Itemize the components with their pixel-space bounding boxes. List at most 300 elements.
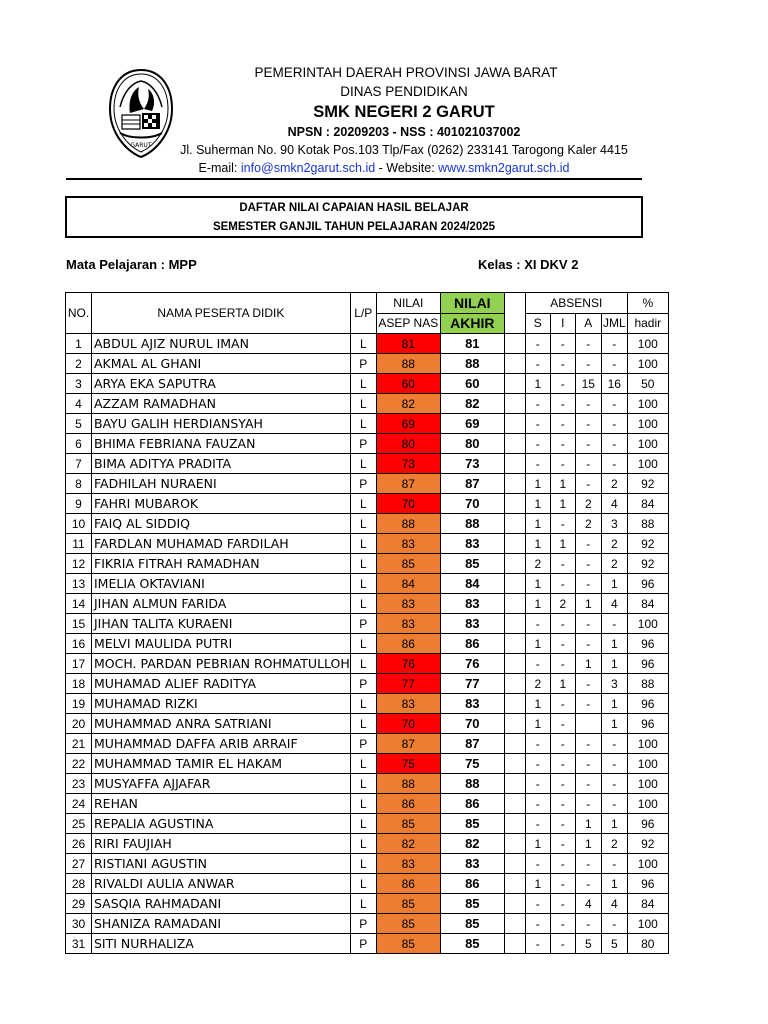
absence-total: - <box>601 794 627 814</box>
student-final-score: 83 <box>440 854 504 874</box>
attendance-percent: 100 <box>627 794 668 814</box>
west-java-logo-icon <box>106 67 176 159</box>
absence-permission: - <box>550 334 575 354</box>
absence-alpha: - <box>575 774 601 794</box>
absence-permission: - <box>550 374 575 394</box>
student-no: 28 <box>66 874 92 894</box>
attendance-percent: 96 <box>627 874 668 894</box>
absence-sick: 1 <box>525 574 550 594</box>
table-row <box>66 654 669 674</box>
student-gender: P <box>350 354 376 374</box>
col-no-header: NO. <box>66 293 92 334</box>
student-asep-nas-score: 83 <box>376 594 440 614</box>
spacer-cell <box>504 594 525 614</box>
student-final-score: 87 <box>440 474 504 494</box>
absence-sick: 1 <box>525 514 550 534</box>
attendance-percent: 100 <box>627 774 668 794</box>
absence-total: - <box>601 914 627 934</box>
email-label: E-mail: <box>198 161 241 175</box>
student-no: 1 <box>66 334 92 354</box>
student-no: 11 <box>66 534 92 554</box>
spacer-cell <box>504 694 525 714</box>
absence-sick: 1 <box>525 534 550 554</box>
absence-total: 4 <box>601 494 627 514</box>
absence-alpha: - <box>575 874 601 894</box>
attendance-percent: 100 <box>627 414 668 434</box>
spacer-cell <box>504 614 525 634</box>
spacer-cell <box>504 394 525 414</box>
student-gender: L <box>350 894 376 914</box>
table-row <box>66 354 669 374</box>
spacer-cell <box>504 654 525 674</box>
student-no: 31 <box>66 934 92 954</box>
student-no: 10 <box>66 514 92 534</box>
attendance-percent: 92 <box>627 474 668 494</box>
student-asep-nas-score: 83 <box>376 854 440 874</box>
student-asep-nas-score: 85 <box>376 934 440 954</box>
table-row <box>66 694 669 714</box>
absence-total: 1 <box>601 814 627 834</box>
student-name: BAYU GALIH HERDIANSYAH <box>92 414 351 434</box>
student-gender: L <box>350 694 376 714</box>
absence-permission: - <box>550 794 575 814</box>
student-no: 2 <box>66 354 92 374</box>
absence-permission: - <box>550 714 575 734</box>
student-asep-nas-score: 69 <box>376 414 440 434</box>
table-row <box>66 534 669 554</box>
attendance-percent: 84 <box>627 494 668 514</box>
subject-label: Mata Pelajaran : MPP <box>66 257 197 272</box>
table-row <box>66 414 669 434</box>
student-name: RISTIANI AGUSTIN <box>92 854 351 874</box>
student-gender: P <box>350 674 376 694</box>
student-asep-nas-score: 84 <box>376 574 440 594</box>
absence-alpha: - <box>575 794 601 814</box>
student-asep-nas-score: 83 <box>376 694 440 714</box>
student-final-score: 70 <box>440 714 504 734</box>
spacer-cell <box>504 754 525 774</box>
attendance-percent: 50 <box>627 374 668 394</box>
absence-sick: - <box>525 734 550 754</box>
student-name: MUHAMMAD DAFFA ARIB ARRAIF <box>92 734 351 754</box>
absence-alpha: - <box>575 614 601 634</box>
student-gender: P <box>350 434 376 454</box>
table-row <box>66 814 669 834</box>
student-name: MUHAMAD RIZKI <box>92 694 351 714</box>
absence-total: 16 <box>601 374 627 394</box>
absence-total: 1 <box>601 634 627 654</box>
table-row <box>66 574 669 594</box>
attendance-percent: 84 <box>627 594 668 614</box>
spacer-cell <box>504 714 525 734</box>
absence-sick: - <box>525 794 550 814</box>
col-i-header: I <box>550 313 575 334</box>
absence-alpha: 4 <box>575 894 601 914</box>
attendance-percent: 100 <box>627 454 668 474</box>
student-name: MUHAMMAD ANRA SATRIANI <box>92 714 351 734</box>
student-gender: L <box>350 394 376 414</box>
absence-total: 2 <box>601 834 627 854</box>
spacer-cell <box>504 834 525 854</box>
student-no: 17 <box>66 654 92 674</box>
spacer-cell <box>504 434 525 454</box>
student-gender: L <box>350 534 376 554</box>
spacer-cell <box>504 534 525 554</box>
student-name: SHANIZA RAMADANI <box>92 914 351 934</box>
student-gender: L <box>350 814 376 834</box>
student-name: AZZAM RAMADHAN <box>92 394 351 414</box>
absence-total: 3 <box>601 674 627 694</box>
absence-sick: - <box>525 394 550 414</box>
student-no: 3 <box>66 374 92 394</box>
student-name: BHIMA FEBRIANA FAUZAN <box>92 434 351 454</box>
col-a-header: A <box>575 313 601 334</box>
absence-permission: - <box>550 554 575 574</box>
absence-sick: 1 <box>525 494 550 514</box>
table-row <box>66 514 669 534</box>
absence-alpha: 1 <box>575 814 601 834</box>
absence-alpha: - <box>575 454 601 474</box>
absence-sick: - <box>525 854 550 874</box>
student-name: RIVALDI AULIA ANWAR <box>92 874 351 894</box>
student-gender: L <box>350 874 376 894</box>
absence-total: - <box>601 394 627 414</box>
spacer-cell <box>504 854 525 874</box>
absence-permission: 1 <box>550 494 575 514</box>
student-gender: L <box>350 774 376 794</box>
absence-sick: - <box>525 774 550 794</box>
absence-sick: - <box>525 754 550 774</box>
absence-alpha: - <box>575 754 601 774</box>
letterhead <box>0 0 768 180</box>
student-gender: L <box>350 554 376 574</box>
absence-sick: 1 <box>525 714 550 734</box>
student-name: FARDLAN MUHAMAD FARDILAH <box>92 534 351 554</box>
absence-total: - <box>601 614 627 634</box>
table-row <box>66 934 669 954</box>
attendance-percent: 88 <box>627 514 668 534</box>
table-row <box>66 454 669 474</box>
student-final-score: 85 <box>440 894 504 914</box>
absence-total: 2 <box>601 474 627 494</box>
student-no: 18 <box>66 674 92 694</box>
table-row <box>66 754 669 774</box>
student-name: ABDUL AJIZ NURUL IMAN <box>92 334 351 354</box>
absence-total: - <box>601 434 627 454</box>
table-row <box>66 734 669 754</box>
absence-total: - <box>601 854 627 874</box>
table-row <box>66 374 669 394</box>
logo-text: GARUT <box>130 142 152 149</box>
attendance-percent: 92 <box>627 834 668 854</box>
student-asep-nas-score: 76 <box>376 654 440 674</box>
header-row-1 <box>66 293 669 314</box>
spacer-cell <box>504 374 525 394</box>
spacer-cell <box>504 814 525 834</box>
col-pct-header: % <box>627 293 668 314</box>
student-no: 20 <box>66 714 92 734</box>
student-asep-nas-score: 86 <box>376 874 440 894</box>
student-name: JIHAN ALMUN FARIDA <box>92 594 351 614</box>
student-final-score: 60 <box>440 374 504 394</box>
absence-permission: - <box>550 874 575 894</box>
col-nilai-subheader: ASEP NAS <box>376 313 440 334</box>
table-row <box>66 914 669 934</box>
table-row <box>66 634 669 654</box>
absence-sick: - <box>525 334 550 354</box>
student-name: FIKRIA FITRAH RAMADHAN <box>92 554 351 574</box>
col-hadir-header: hadir <box>627 313 668 334</box>
absence-permission: - <box>550 614 575 634</box>
student-no: 23 <box>66 774 92 794</box>
student-asep-nas-score: 88 <box>376 354 440 374</box>
student-final-score: 88 <box>440 774 504 794</box>
student-asep-nas-score: 85 <box>376 554 440 574</box>
absence-alpha: 5 <box>575 934 601 954</box>
absence-sick: - <box>525 814 550 834</box>
attendance-percent: 100 <box>627 734 668 754</box>
absence-total: - <box>601 334 627 354</box>
student-gender: L <box>350 514 376 534</box>
col-lp-header: L/P <box>350 293 376 334</box>
student-asep-nas-score: 86 <box>376 634 440 654</box>
absence-total: 4 <box>601 894 627 914</box>
table-row <box>66 834 669 854</box>
student-name: MUHAMAD ALIEF RADITYA <box>92 674 351 694</box>
spacer-cell <box>504 794 525 814</box>
student-final-score: 76 <box>440 654 504 674</box>
student-asep-nas-score: 88 <box>376 774 440 794</box>
col-jml-header: JML <box>601 313 627 334</box>
student-no: 12 <box>66 554 92 574</box>
spacer-cell <box>504 574 525 594</box>
address-line: Jl. Suherman No. 90 Kotak Pos.103 Tlp/Fax (0262) 233141 Tarogong Kaler 4415 <box>180 143 628 157</box>
student-final-score: 81 <box>440 334 504 354</box>
absence-alpha: - <box>575 474 601 494</box>
table-row <box>66 594 669 614</box>
student-final-score: 85 <box>440 554 504 574</box>
student-no: 30 <box>66 914 92 934</box>
student-name: REHAN <box>92 794 351 814</box>
absence-alpha: - <box>575 554 601 574</box>
absence-total: - <box>601 454 627 474</box>
col-akhir-header: NILAI <box>440 293 504 314</box>
absence-total: - <box>601 354 627 374</box>
student-name: MOCH. PARDAN PEBRIAN ROHMATULLOH <box>92 654 351 674</box>
col-akhir-subheader: AKHIR <box>440 313 504 334</box>
table-row <box>66 614 669 634</box>
student-asep-nas-score: 86 <box>376 794 440 814</box>
table-row <box>66 394 669 414</box>
student-asep-nas-score: 73 <box>376 454 440 474</box>
department-line: DINAS PENDIDIKAN <box>340 84 468 99</box>
absence-permission: - <box>550 754 575 774</box>
student-no: 13 <box>66 574 92 594</box>
student-final-score: 88 <box>440 514 504 534</box>
absence-alpha: - <box>575 394 601 414</box>
spacer-cell <box>504 914 525 934</box>
absence-total: 3 <box>601 514 627 534</box>
student-name: REPALIA AGUSTINA <box>92 814 351 834</box>
absence-sick: - <box>525 454 550 474</box>
student-final-score: 86 <box>440 874 504 894</box>
table-row <box>66 474 669 494</box>
email-link[interactable]: info@smkn2garut.sch.id <box>240 161 376 175</box>
absence-alpha: - <box>575 434 601 454</box>
table-row <box>66 894 669 914</box>
student-final-score: 85 <box>440 814 504 834</box>
student-final-score: 86 <box>440 634 504 654</box>
student-gender: L <box>350 794 376 814</box>
student-final-score: 82 <box>440 394 504 414</box>
absence-permission: 1 <box>550 534 575 554</box>
absence-sick: - <box>525 434 550 454</box>
student-final-score: 83 <box>440 594 504 614</box>
student-gender: P <box>350 934 376 954</box>
student-final-score: 85 <box>440 914 504 934</box>
spacer-cell <box>504 514 525 534</box>
student-gender: L <box>350 714 376 734</box>
student-gender: P <box>350 734 376 754</box>
student-no: 4 <box>66 394 92 414</box>
absence-sick: 1 <box>525 594 550 614</box>
spacer-cell <box>504 354 525 374</box>
document-title-box <box>65 196 643 238</box>
absence-permission: - <box>550 414 575 434</box>
student-no: 19 <box>66 694 92 714</box>
absence-alpha: - <box>575 914 601 934</box>
absence-permission: - <box>550 394 575 414</box>
student-asep-nas-score: 83 <box>376 534 440 554</box>
student-name: SASQIA RAHMADANI <box>92 894 351 914</box>
absence-total: 1 <box>601 654 627 674</box>
absence-sick: 1 <box>525 834 550 854</box>
absence-permission: - <box>550 654 575 674</box>
attendance-percent: 100 <box>627 334 668 354</box>
col-name-header: NAMA PESERTA DIDIK <box>92 293 351 334</box>
absence-permission: - <box>550 894 575 914</box>
absence-permission: - <box>550 634 575 654</box>
student-asep-nas-score: 60 <box>376 374 440 394</box>
absence-alpha: - <box>575 734 601 754</box>
spacer-cell <box>504 494 525 514</box>
absence-total: 4 <box>601 594 627 614</box>
student-name: ARYA EKA SAPUTRA <box>92 374 351 394</box>
student-no: 21 <box>66 734 92 754</box>
student-no: 6 <box>66 434 92 454</box>
absence-permission: - <box>550 514 575 534</box>
student-no: 29 <box>66 894 92 914</box>
table-row <box>66 334 669 354</box>
absence-total: 2 <box>601 534 627 554</box>
class-label: Kelas : XI DKV 2 <box>478 257 579 272</box>
table-row <box>66 874 669 894</box>
student-no: 27 <box>66 854 92 874</box>
student-final-score: 83 <box>440 694 504 714</box>
absence-alpha: 2 <box>575 494 601 514</box>
student-name: MUSYAFFA AJJAFAR <box>92 774 351 794</box>
absence-total: 1 <box>601 874 627 894</box>
spacer-cell <box>504 934 525 954</box>
table-row <box>66 794 669 814</box>
spacer-cell <box>504 734 525 754</box>
absence-permission: 1 <box>550 474 575 494</box>
spacer-cell <box>504 874 525 894</box>
absence-alpha: - <box>575 534 601 554</box>
student-no: 9 <box>66 494 92 514</box>
attendance-percent: 92 <box>627 534 668 554</box>
student-name: FAIQ AL SIDDIQ <box>92 514 351 534</box>
student-asep-nas-score: 75 <box>376 754 440 774</box>
student-name: JIHAN TALITA KURAENI <box>92 614 351 634</box>
attendance-percent: 96 <box>627 814 668 834</box>
absence-total: - <box>601 414 627 434</box>
spacer-cell <box>504 674 525 694</box>
attendance-percent: 100 <box>627 354 668 374</box>
student-asep-nas-score: 80 <box>376 434 440 454</box>
absence-permission: - <box>550 934 575 954</box>
student-asep-nas-score: 70 <box>376 494 440 514</box>
student-gender: P <box>350 914 376 934</box>
student-asep-nas-score: 87 <box>376 474 440 494</box>
school-name: SMK NEGERI 2 GARUT <box>313 103 495 121</box>
student-name: AKMAL AL GHANI <box>92 354 351 374</box>
absence-alpha: 1 <box>575 834 601 854</box>
absence-total: 1 <box>601 714 627 734</box>
attendance-percent: 100 <box>627 394 668 414</box>
absence-sick: - <box>525 934 550 954</box>
student-name: MELVI MAULIDA PUTRI <box>92 634 351 654</box>
spacer-cell <box>504 634 525 654</box>
attendance-percent: 84 <box>627 894 668 914</box>
col-nilai-header: NILAI <box>376 293 440 314</box>
attendance-percent: 96 <box>627 694 668 714</box>
student-gender: L <box>350 574 376 594</box>
student-no: 22 <box>66 754 92 774</box>
student-final-score: 85 <box>440 934 504 954</box>
student-final-score: 84 <box>440 574 504 594</box>
student-final-score: 88 <box>440 354 504 374</box>
col-s-header: S <box>525 313 550 334</box>
absence-sick: - <box>525 614 550 634</box>
absence-total: 1 <box>601 574 627 594</box>
student-final-score: 77 <box>440 674 504 694</box>
spacer-cell <box>504 894 525 914</box>
student-no: 16 <box>66 634 92 654</box>
absence-alpha: - <box>575 634 601 654</box>
table-row <box>66 714 669 734</box>
absence-sick: - <box>525 654 550 674</box>
student-name: BIMA ADITYA PRADITA <box>92 454 351 474</box>
absence-alpha: - <box>575 414 601 434</box>
student-final-score: 83 <box>440 614 504 634</box>
website-link[interactable]: www.smkn2garut.sch.id <box>438 161 570 175</box>
absence-alpha: - <box>575 334 601 354</box>
attendance-percent: 96 <box>627 714 668 734</box>
absence-permission: - <box>550 354 575 374</box>
student-gender: L <box>350 754 376 774</box>
student-name: FADHILAH NURAENI <box>92 474 351 494</box>
absence-permission: - <box>550 814 575 834</box>
absence-total: 2 <box>601 554 627 574</box>
student-no: 26 <box>66 834 92 854</box>
student-final-score: 80 <box>440 434 504 454</box>
student-gender: P <box>350 614 376 634</box>
attendance-percent: 100 <box>627 434 668 454</box>
spacer-cell <box>504 774 525 794</box>
absence-sick: - <box>525 414 550 434</box>
student-final-score: 82 <box>440 834 504 854</box>
